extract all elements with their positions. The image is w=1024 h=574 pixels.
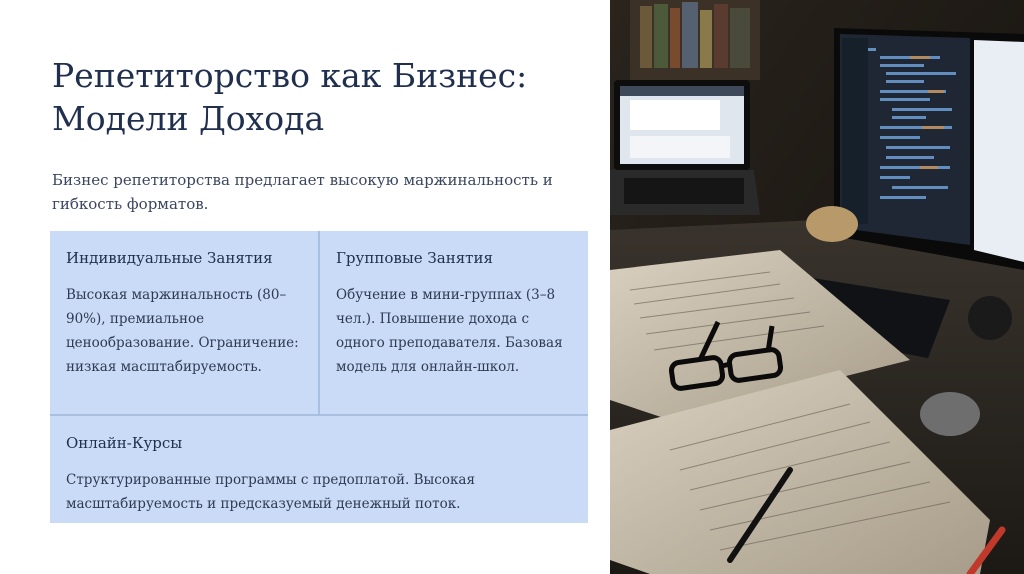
card-text: Структурированные программы с предоплатой. Высокая масштабируемость и предсказуемый денежный поток. — [66, 472, 475, 512]
card-online-courses — [50, 414, 588, 523]
title-line-2: Модели Дохода — [52, 99, 325, 138]
card-heading: Групповые Занятия — [336, 249, 493, 267]
revenue-models-grid — [50, 231, 588, 523]
card-text: Высокая маржинальность (80–90%), премиальное ценообразование. Ограничение: низкая масштабируемость. — [66, 287, 299, 375]
monitor — [834, 28, 1024, 270]
card-heading: Онлайн-Курсы — [66, 434, 183, 452]
bookshelf — [630, 0, 760, 80]
card-individual — [50, 231, 320, 414]
mouse — [920, 392, 980, 436]
card-group — [320, 231, 588, 414]
headphones — [968, 296, 1012, 340]
slide-title — [52, 54, 592, 140]
title-line-1: Репетиторство как Бизнес: — [52, 56, 528, 95]
desk-photo-illustration — [610, 0, 1024, 574]
slide-subtitle: Бизнес репетиторства предлагает высокую маржинальность и гибкость форматов. — [52, 171, 553, 213]
desk-photo — [610, 0, 1024, 574]
plush-toy — [806, 206, 858, 242]
laptop — [610, 80, 760, 215]
card-text: Обучение в мини-группах (3–8 чел.). Повышение дохода с одного преподавателя. Базовая модель для онлайн-школ. — [336, 287, 563, 375]
card-heading: Индивидуальные Занятия — [66, 249, 273, 267]
